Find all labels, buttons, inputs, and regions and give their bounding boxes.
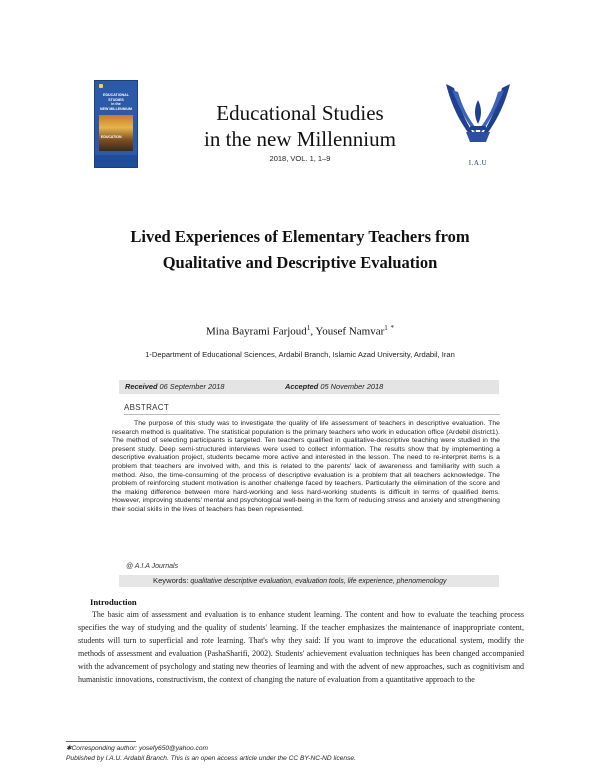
abstract-text: The purpose of this study was to investigate the quality of life assessment of teachers in descriptive evaluation. The research method is qualitative. The statistical population is the primary teachers who work in education office (Ardebil district1). The method of selecting participants is targeted. Ten teachers qualified in qualitative-descriptive teaching were studied in the present study. Deep semi-structured interviews were used to collect information. The results show that by implementing a descriptive evaluation project, students became more active and interested in the lesson. The need to re-interpret items is a problem that teachers are involved with, and this is related to the parents' lack of awareness and familiarity with such a method. Also, the time-consuming of the process of descriptive evaluation is a problem that all teachers acknowledge. The problem of reinforcing student motivation is another challenge faced by teachers. Particularly the elimination of the score and the making difference between more hard-working and less hard-working students is difficult in terms of qualified items. However, improving students' mental and psychological well-being in the form of reducing stress and anxiety and strengthening their social skills in the lives of teachers has been represented.	[112, 420, 501, 513]
author-name: Mina Bayrami Farjoud	[205, 325, 307, 338]
accepted-date: Accepted 05 November 2018	[285, 382, 384, 391]
abstract-heading: ABSTRACT	[124, 403, 170, 412]
author-name: Yousef Namvar	[315, 325, 385, 338]
copyright-line: @ A.I.A Journals	[126, 563, 179, 570]
abstract-divider	[124, 414, 500, 415]
keywords-bar	[119, 575, 499, 587]
history-dates-bar	[119, 380, 499, 394]
keywords-list: qualitative descriptive evaluation, evaluation tools, life experience, phenomenology	[190, 578, 447, 585]
author-affiliation-mark: 1	[306, 324, 311, 332]
paper-title: Lived Experiences of Elementary Teachers from Qualitative and Descriptive Evaluation	[130, 227, 470, 272]
keywords-label: Keywords:	[153, 576, 189, 585]
author-list	[120, 324, 480, 338]
author-affiliation-mark: 1	[384, 324, 388, 332]
journal-title: Educational Studies in the new Millennium	[204, 101, 396, 151]
footnote-divider	[66, 741, 136, 742]
license-note: Published by I.A.U. Ardabil Branch. This is an open access article under the CC BY-NC-ND license.	[66, 754, 356, 762]
cover-title: EDUCATIONAL STUDIES in the NEW MILLENNIUM	[100, 93, 132, 111]
author-separator: ,	[310, 325, 314, 338]
corresponding-mark: *	[390, 324, 395, 332]
introduction-heading: Introduction	[90, 597, 137, 607]
logo-label: I.A.U	[468, 159, 488, 167]
cover-subtitle: EDUCATION	[101, 135, 122, 139]
journal-issue: 2018, VOL. 1, 1–9	[269, 154, 331, 163]
journal-cover-image	[94, 80, 138, 168]
cover-emblem-icon	[99, 84, 103, 88]
footnote	[66, 744, 536, 763]
cover-photo	[99, 115, 133, 151]
introduction-text: The basic aim of assessment and evaluation is to enhance student learning. The content and how to evaluate the teaching process specifies the way of studying and the quality of students' learning. If the teacher emphasizes the maintenance of inappropriate content, students will turn to superficial and rote learning. That's why they said: If you want to improve the educational system, modify the methods of assessment and evaluation (PashaSharifi, 2002). Students' achievement evaluation techniques has been changed accompanied with the advancement of psychology and stating new theories of learning and with the advent of new approaches, such as cognitivism and humanistic innovations, constructivism, the context of changing the nature of evaluation from a quantitative approach to the	[78, 610, 524, 685]
affiliation: 1-Department of Educational Sciences, Ardabil Branch, Islamic Azad University, Ardabil, Iran	[145, 350, 455, 359]
corresponding-author-note: ✱Corresponding author: yosefy650@yahoo.com	[66, 745, 208, 752]
received-date: Received 06 September 2018	[125, 382, 225, 391]
cover-bottom-bar	[95, 155, 137, 167]
